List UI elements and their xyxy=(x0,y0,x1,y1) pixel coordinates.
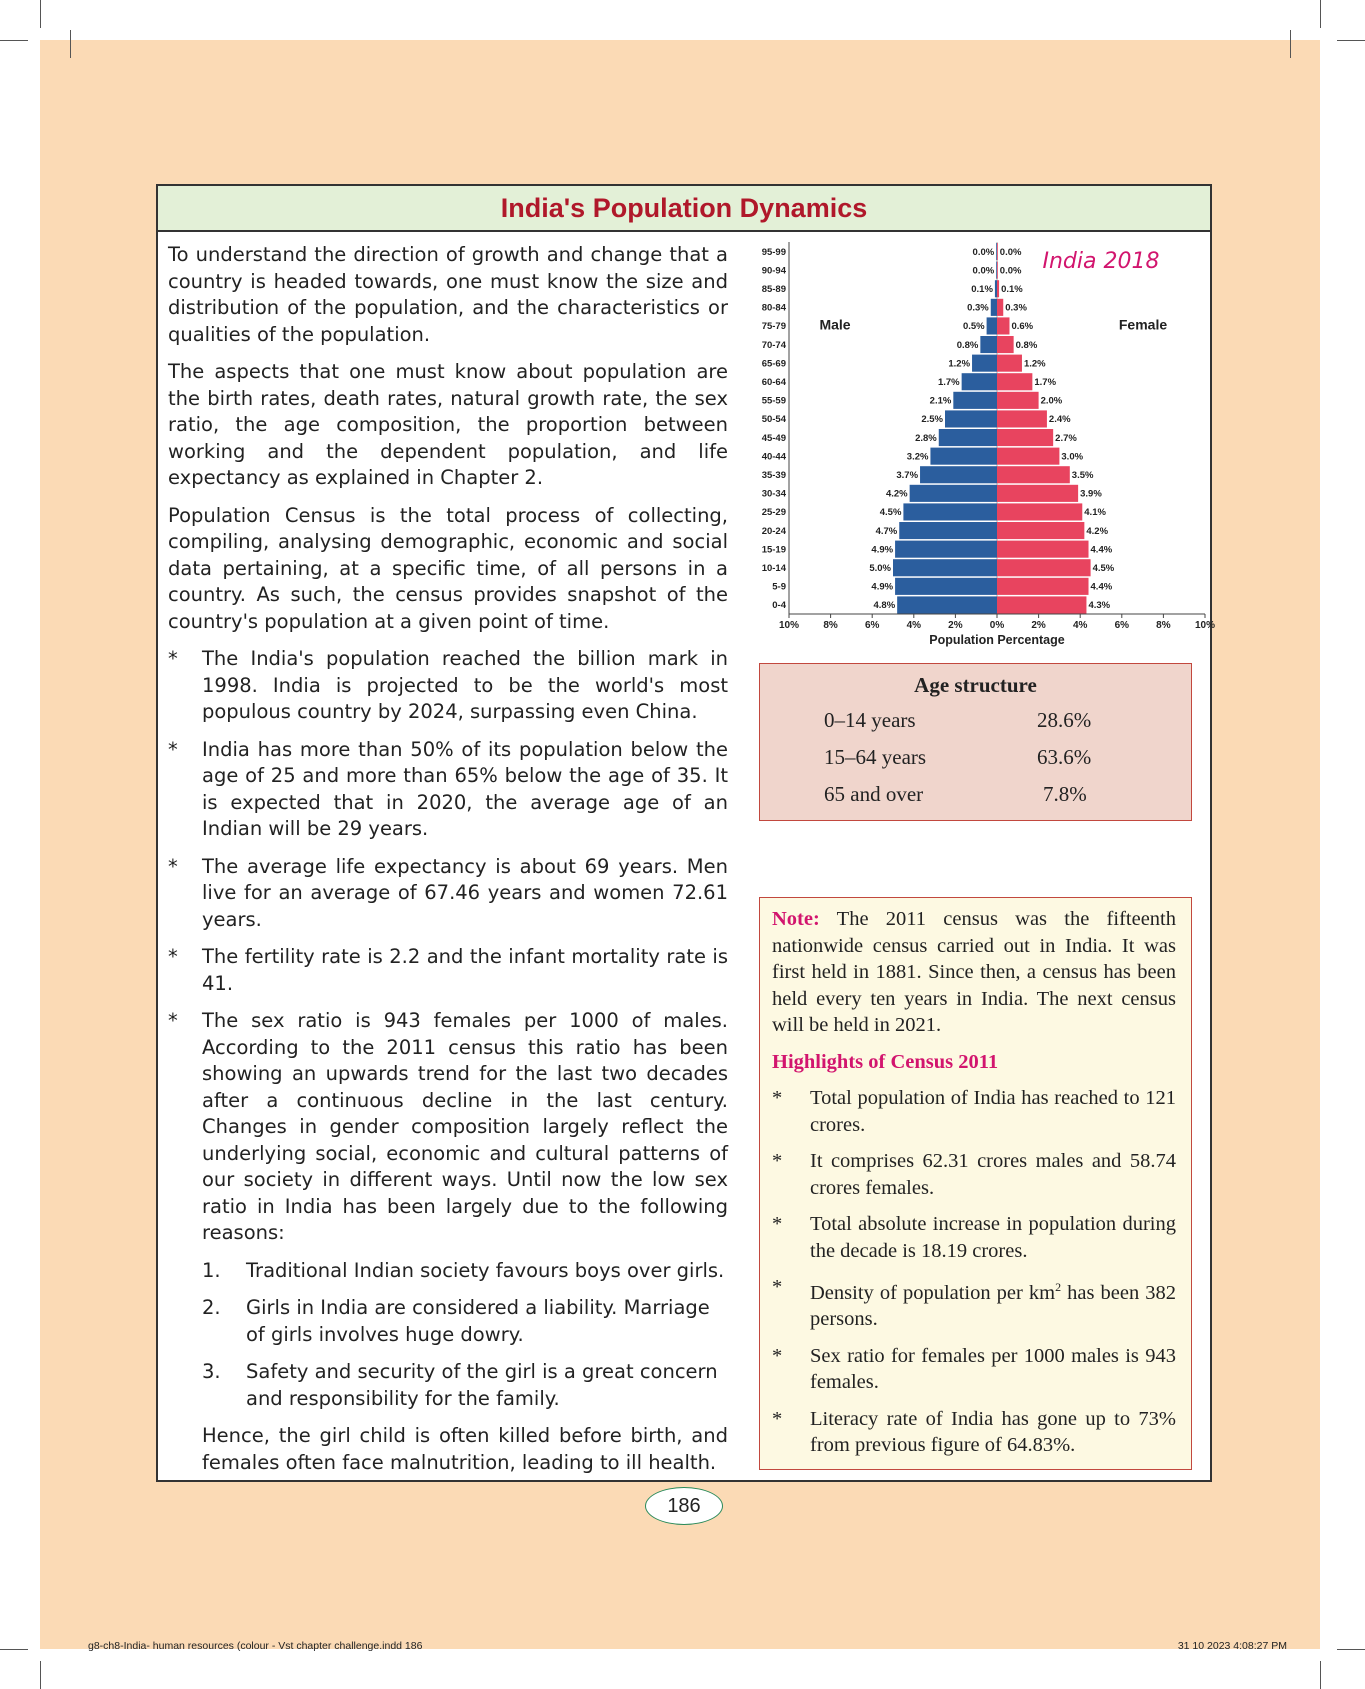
bullet-mark: * xyxy=(772,1344,783,1367)
age-label: 0–14 years xyxy=(824,708,916,732)
male-bar xyxy=(920,466,997,483)
panel-title: India's Population Dynamics xyxy=(500,193,868,223)
female-data-label: 4.4% xyxy=(1090,581,1113,593)
highlight-density xyxy=(810,1274,1176,1333)
bullet-mark: * xyxy=(772,1150,783,1172)
female-bar xyxy=(997,392,1039,409)
age-group-label: 80-84 xyxy=(761,302,786,314)
age-group-label: 90-94 xyxy=(761,265,786,277)
crop-mark xyxy=(1290,30,1291,58)
bullet-mark: * xyxy=(168,1009,178,1032)
age-group-label: 75-79 xyxy=(761,321,786,333)
highlight-text: Total population of India has reached to 121 crores. xyxy=(810,1087,1176,1136)
female-bar xyxy=(997,485,1078,502)
crop-mark xyxy=(1337,1649,1365,1650)
age-group-label: 40-44 xyxy=(761,451,786,463)
population-dynamics-panel xyxy=(156,184,1216,1482)
list-item xyxy=(168,854,728,934)
female-bar xyxy=(997,336,1014,353)
highlight-text: Literacy rate of India has gone up to 73% from previous figure of 64.83%. xyxy=(810,1407,1176,1457)
male-bar xyxy=(903,503,997,520)
female-bar xyxy=(997,522,1084,539)
census-paragraph: Population Census is the total process of collecting, compiling, analysing demographic, economic and social data pertaining, at a specific time, of all persons in a country. As such, the census provides snapshot of the country's population at a given point of time. xyxy=(168,503,728,633)
age-group-label: 95-99 xyxy=(761,246,786,258)
male-data-label: 2.8% xyxy=(915,432,937,444)
male-bar xyxy=(930,448,997,465)
female-bar xyxy=(997,299,1003,316)
x-tick-label: 10% xyxy=(1194,620,1216,631)
highlights-title: Highlights of Census 2011 xyxy=(772,1050,999,1073)
male-data-label: 0.8% xyxy=(956,339,979,351)
female-bar xyxy=(997,541,1089,558)
male-bar xyxy=(996,262,997,279)
male-bar xyxy=(996,243,997,260)
bullet-text: India has more than 50% of its population below the age of 25 and more than 65% below the age of 35. It is expected that in 2020, the average age of an Indian will be 29 years. xyxy=(202,737,728,840)
female-bar xyxy=(997,596,1086,613)
highlight-text: Density of population per km xyxy=(810,1281,1056,1304)
female-data-label: 3.5% xyxy=(1071,470,1094,481)
age-group-label: 10-14 xyxy=(761,563,786,574)
age-structure-box xyxy=(759,663,1192,821)
list-item xyxy=(772,1211,1176,1264)
highlight-text: It comprises 62.31 crores males and 58.74 crores females. xyxy=(810,1150,1176,1199)
male-bar xyxy=(895,541,997,558)
superscript: 2 xyxy=(1055,1280,1062,1294)
female-data-label: 0.6% xyxy=(1011,321,1034,333)
female-data-label: 4.5% xyxy=(1092,563,1115,574)
crop-mark xyxy=(1337,40,1365,41)
list-item xyxy=(772,1406,1176,1459)
crop-mark xyxy=(1320,0,1321,28)
male-data-label: 4.9% xyxy=(871,544,894,556)
list-item xyxy=(168,646,728,726)
note-box xyxy=(759,897,1192,1470)
x-tick-label: 0% xyxy=(989,620,1005,631)
list-item xyxy=(168,944,728,997)
highlight-text: has been 382 persons. xyxy=(810,1281,1177,1331)
male-data-label: 0.0% xyxy=(972,246,995,258)
age-group-label: 5-9 xyxy=(772,581,786,593)
male-data-label: 1.2% xyxy=(948,358,971,370)
age-value: 63.6% xyxy=(1037,745,1092,769)
male-bar xyxy=(945,410,997,427)
female-data-label: 0.3% xyxy=(1005,302,1027,314)
x-tick-label: 10% xyxy=(778,620,800,631)
aspects-paragraph: The aspects that one must know about population are the birth rates, death rates, natural growth rate, the sex ratio, the age composition, the proportion between working and the dependent population, and life expectancy as explained in Chapter 2. xyxy=(168,360,728,489)
page-number: 186 xyxy=(645,1487,723,1525)
note-text: The 2011 census was the fifteenth nationwide census carried out in India. It was first held in 1881. Since then, a census has been held every ten years in India. The next census will be held in 2021. xyxy=(772,908,1176,1036)
male-bar xyxy=(980,336,997,353)
x-tick-label: 6% xyxy=(864,620,880,631)
male-series-label: Male xyxy=(819,316,851,333)
female-data-label: 4.2% xyxy=(1086,525,1109,537)
reason-item xyxy=(202,1258,728,1285)
male-data-label: 2.5% xyxy=(921,414,943,426)
male-data-label: 1.7% xyxy=(937,377,960,388)
list-item xyxy=(772,1343,1176,1396)
male-bar xyxy=(953,392,997,409)
female-bar xyxy=(997,559,1091,576)
male-data-label: 0.1% xyxy=(971,284,993,295)
crop-mark xyxy=(70,30,71,58)
male-data-label: 4.7% xyxy=(875,525,898,537)
female-data-label: 2.7% xyxy=(1055,432,1077,444)
crop-mark xyxy=(0,1649,28,1650)
age-label: 65 and over xyxy=(824,782,924,806)
female-data-label: 2.0% xyxy=(1040,395,1063,407)
female-bar xyxy=(997,243,998,260)
female-data-label: 0.1% xyxy=(1001,284,1023,295)
footer-file-info: g8-ch8-India- human resources (colour - Vst chapter challenge.indd 186 xyxy=(88,1640,423,1652)
bullet-mark: * xyxy=(168,945,178,968)
panel-header xyxy=(158,186,1210,232)
female-bar xyxy=(997,280,999,297)
x-tick-label: 2% xyxy=(948,620,963,631)
female-data-label: 0.0% xyxy=(999,265,1022,277)
female-bar xyxy=(997,262,998,279)
bullet-text: The India's population reached the billion mark in 1998. India is projected to be the world's most populous country by 2024, surpassing even China. xyxy=(202,647,728,723)
x-axis-title: Population Percentage xyxy=(929,633,1065,647)
male-bar xyxy=(987,317,997,334)
list-item xyxy=(772,1274,1176,1333)
female-data-label: 1.7% xyxy=(1034,377,1057,388)
female-data-label: 1.2% xyxy=(1023,358,1046,370)
age-group-label: 15-19 xyxy=(761,544,786,556)
list-item xyxy=(168,737,728,843)
age-structure-title: Age structure xyxy=(914,673,1037,697)
crop-mark xyxy=(40,0,41,28)
female-data-label: 3.0% xyxy=(1061,451,1084,463)
male-data-label: 4.9% xyxy=(871,581,894,593)
bullet-text: The sex ratio is 943 females per 1000 of males. According to the 2011 census this ratio has been showing an upwards trend for the last two decades after a continuous decline in the last century. Changes in gender composition largely reflect the underlying social, economic and cultural patterns of our society in different ways. Until now the low sex ratio in India has been largely due to the following reasons: xyxy=(202,1009,728,1244)
age-value: 28.6% xyxy=(1037,708,1092,732)
age-group-label: 20-24 xyxy=(761,525,786,537)
male-bar xyxy=(972,355,997,372)
x-tick-label: 8% xyxy=(823,620,838,631)
female-data-label: 2.4% xyxy=(1048,414,1071,426)
reason-item xyxy=(202,1359,728,1412)
male-data-label: 5.0% xyxy=(869,563,891,574)
age-group-label: 85-89 xyxy=(761,284,786,295)
closing-paragraph: Hence, the girl child is often killed before birth, and females often face malnutrition, leading to ill health. xyxy=(202,1424,728,1474)
male-bar xyxy=(991,299,997,316)
bullet-mark: * xyxy=(168,647,178,670)
x-tick-label: 2% xyxy=(1031,620,1046,631)
note-label: Note: xyxy=(772,908,820,930)
age-label: 15–64 years xyxy=(824,745,927,769)
reason-number: 2. xyxy=(202,1296,221,1319)
male-data-label: 4.2% xyxy=(885,488,908,500)
female-bar xyxy=(997,503,1082,520)
male-data-label: 2.1% xyxy=(929,395,952,407)
male-bar xyxy=(899,522,997,539)
left-column xyxy=(168,242,728,1487)
reason-number: 3. xyxy=(202,1360,221,1383)
age-group-label: 60-64 xyxy=(761,377,786,388)
age-group-label: 65-69 xyxy=(761,358,786,370)
female-bar xyxy=(997,578,1089,595)
bullet-text: The fertility rate is 2.2 and the infant mortality rate is 41. xyxy=(202,945,728,995)
chart-annotation: India 2018 xyxy=(1042,249,1160,274)
male-bar xyxy=(939,429,997,446)
female-data-label: 0.8% xyxy=(1015,339,1038,351)
x-tick-label: 4% xyxy=(1072,620,1088,631)
bullet-mark: * xyxy=(772,1213,783,1235)
bullet-mark: * xyxy=(772,1087,783,1109)
age-group-label: 25-29 xyxy=(761,507,786,519)
female-bar xyxy=(997,410,1047,427)
crop-mark xyxy=(0,40,28,41)
male-data-label: 4.5% xyxy=(879,507,902,519)
male-data-label: 3.7% xyxy=(896,470,919,481)
male-data-label: 4.8% xyxy=(873,600,896,612)
reason-text: Traditional Indian society favours boys over girls. xyxy=(246,1258,725,1282)
female-bar xyxy=(997,373,1032,390)
male-bar xyxy=(910,485,997,502)
female-bar xyxy=(997,429,1053,446)
x-tick-label: 6% xyxy=(1114,620,1130,631)
age-group-label: 50-54 xyxy=(761,414,786,426)
reason-item xyxy=(202,1295,728,1348)
male-data-label: 0.0% xyxy=(972,265,995,277)
female-bar xyxy=(997,466,1070,483)
female-data-label: 3.9% xyxy=(1080,488,1102,500)
female-data-label: 0.0% xyxy=(999,246,1022,258)
crop-mark xyxy=(1320,1661,1321,1689)
female-bar xyxy=(997,317,1009,334)
list-item xyxy=(772,1085,1176,1138)
population-pyramid-chart xyxy=(749,234,1216,647)
bullet-mark: * xyxy=(772,1407,783,1430)
male-data-label: 3.2% xyxy=(906,451,929,463)
reason-number: 1. xyxy=(202,1258,221,1282)
female-series-label: Female xyxy=(1118,316,1168,333)
age-group-label: 45-49 xyxy=(761,432,786,444)
age-group-label: 0-4 xyxy=(772,600,786,612)
reason-text: Safety and security of the girl is a great concern and responsibility for the family. xyxy=(246,1360,718,1410)
list-item xyxy=(772,1148,1176,1201)
list-item xyxy=(168,1008,728,1247)
male-data-label: 0.3% xyxy=(967,302,989,314)
female-bar xyxy=(997,448,1059,465)
female-data-label: 4.1% xyxy=(1084,507,1106,519)
x-tick-label: 4% xyxy=(906,620,922,631)
age-value: 7.8% xyxy=(1043,782,1087,806)
bullet-mark: * xyxy=(772,1276,783,1298)
highlight-text: Sex ratio for females per 1000 males is 943 females. xyxy=(810,1344,1176,1394)
age-group-label: 35-39 xyxy=(761,470,786,481)
intro-paragraph: To understand the direction of growth and change that a country is headed towards, one must know the size and distribution of the population, and the characteristics or qualities of the population. xyxy=(168,243,728,346)
highlight-text: Total absolute increase in population during the decade is 18.19 crores. xyxy=(810,1213,1176,1262)
female-data-label: 4.3% xyxy=(1088,600,1111,612)
bullet-text: The average life expectancy is about 69 years. Men live for an average of 67.46 years and women 72.61 years. xyxy=(202,854,728,931)
note-paragraph xyxy=(772,906,1176,1039)
male-bar xyxy=(897,596,997,613)
age-group-label: 70-74 xyxy=(761,339,786,351)
male-bar xyxy=(995,280,997,297)
bullet-mark: * xyxy=(168,854,178,878)
female-bar xyxy=(997,355,1022,372)
bullet-mark: * xyxy=(168,737,178,761)
crop-mark xyxy=(40,1661,41,1689)
age-group-label: 55-59 xyxy=(761,395,786,407)
age-group-label: 30-34 xyxy=(761,488,786,500)
x-tick-label: 8% xyxy=(1156,620,1171,631)
footer-timestamp: 31 10 2023 4:08:27 PM xyxy=(1177,1640,1287,1652)
male-bar xyxy=(893,559,997,576)
male-data-label: 0.5% xyxy=(962,321,985,333)
reason-text: Girls in India are considered a liability. Marriage of girls involves huge dowry. xyxy=(246,1296,710,1346)
male-bar xyxy=(962,373,997,390)
female-data-label: 4.4% xyxy=(1090,544,1113,556)
male-bar xyxy=(895,578,997,595)
